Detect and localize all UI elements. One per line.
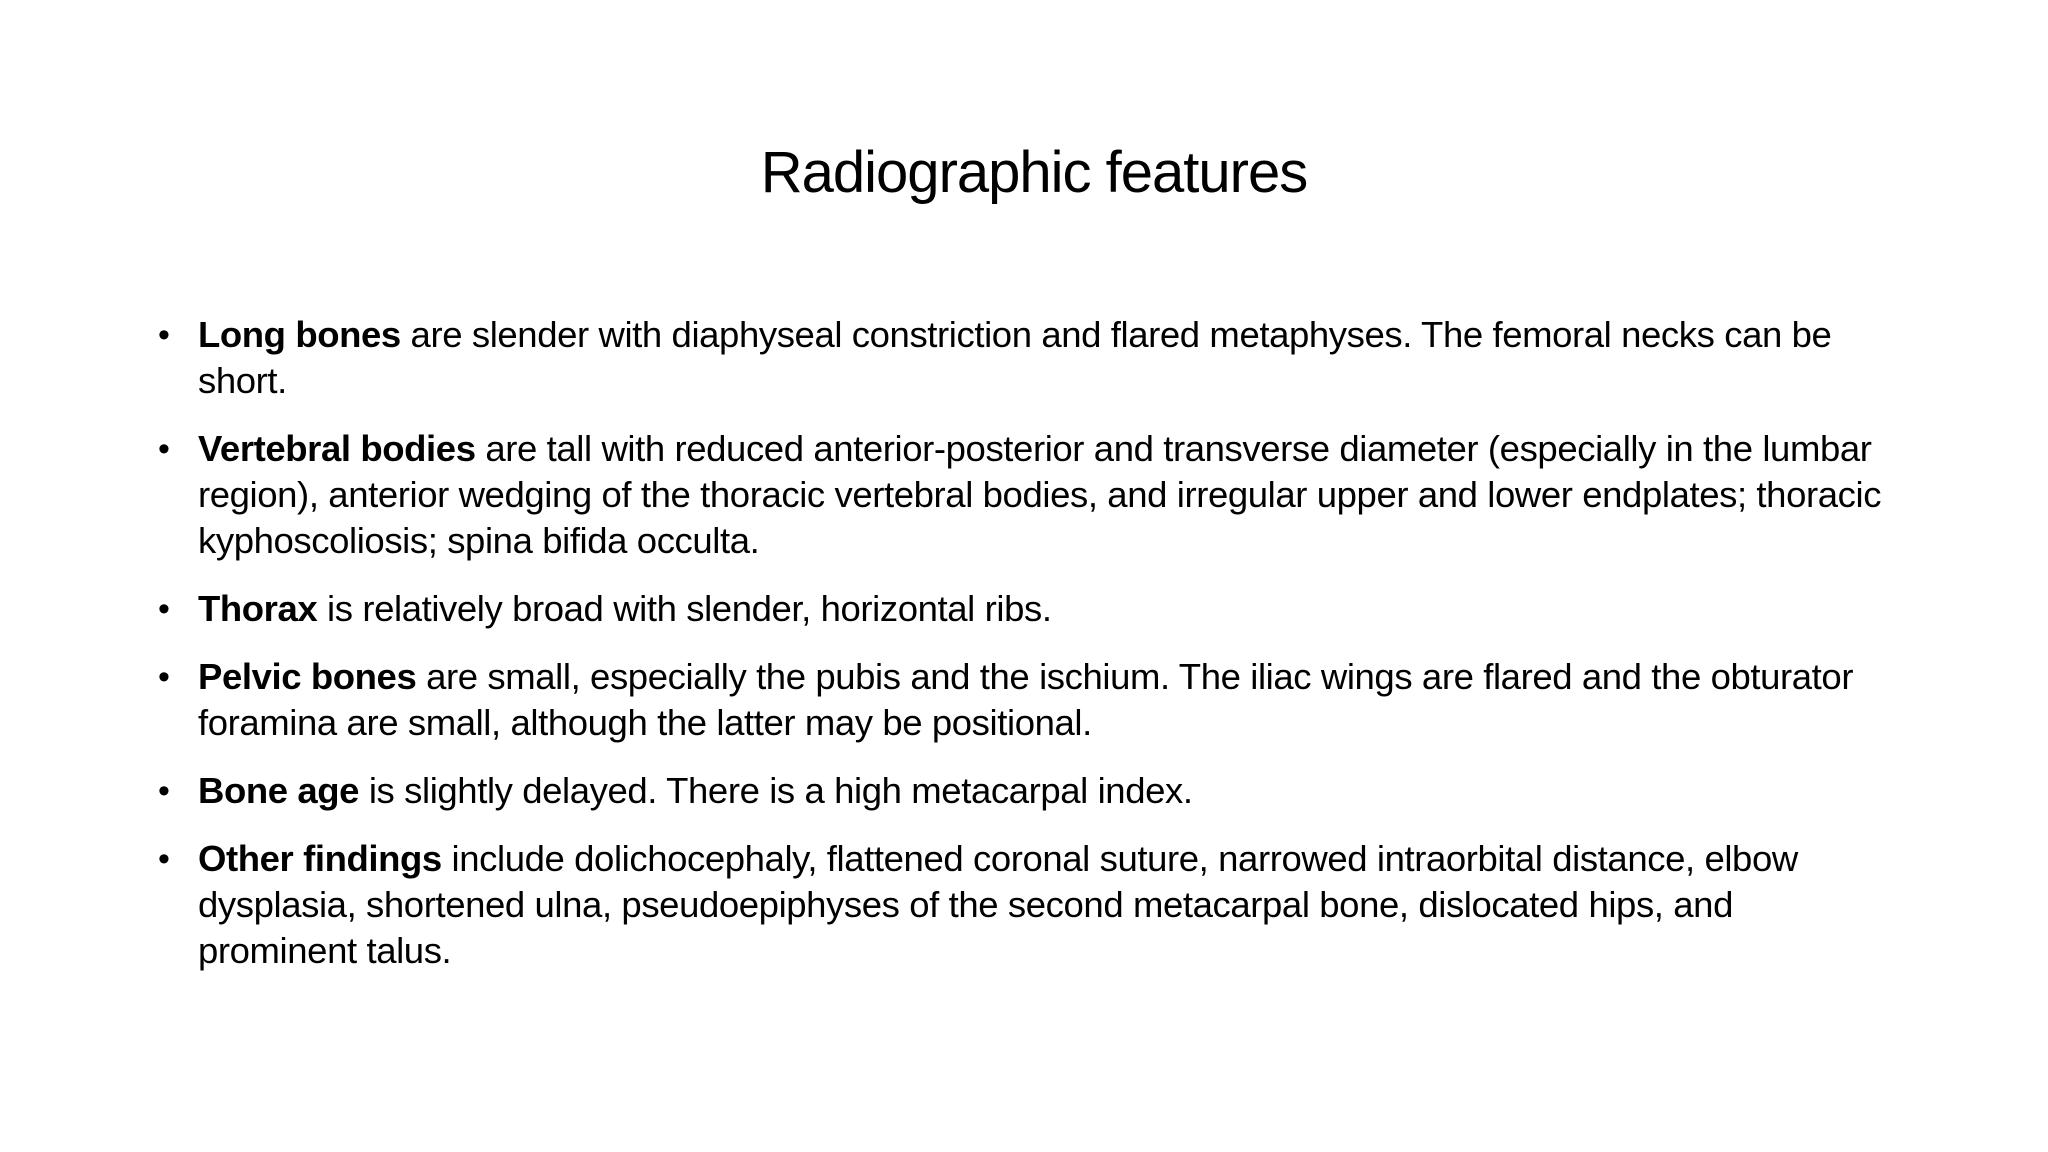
bullet-text: is slightly delayed. There is a high metacarpal index. <box>359 770 1193 811</box>
slide-title: Radiographic features <box>760 140 1308 205</box>
bullet-term: Vertebral bodies <box>198 428 476 469</box>
bullet-text: is relatively broad with slender, horizontal ribs. <box>317 588 1052 629</box>
bullet-term: Long bones <box>198 314 401 355</box>
bullet-item-bone-age <box>140 768 1900 814</box>
bullet-item-long-bones <box>140 312 1900 404</box>
bullet-icon: • <box>158 658 170 696</box>
bullet-item-thorax <box>140 586 1900 632</box>
bullet-icon: • <box>158 772 170 810</box>
bullet-text: are slender with diaphyseal constriction and flared metaphyses. The femoral necks can be short. <box>198 314 1832 401</box>
bullet-term: Bone age <box>198 770 360 811</box>
bullet-term: Thorax <box>198 588 318 629</box>
bullet-item-pelvic-bones <box>140 654 1900 746</box>
bullet-icon: • <box>158 840 170 878</box>
bullet-icon: • <box>158 316 170 354</box>
bullet-icon: • <box>158 590 170 628</box>
bullet-item-vertebral-bodies <box>140 426 1900 564</box>
bullet-text: include dolichocephaly, flattened coronal suture, narrowed intraorbital distance, elbow dysplasia, shortened ulna, pseudoepiphyses of the second metacarpal bone, dislocated hips, and prominent talus. <box>198 838 1798 971</box>
bullet-term: Other findings <box>198 838 442 879</box>
bullet-term: Pelvic bones <box>198 656 417 697</box>
bullet-item-other-findings <box>140 836 1900 974</box>
bullet-list <box>140 312 1900 996</box>
bullet-icon: • <box>158 430 170 468</box>
bullet-text: are tall with reduced anterior-posterior and transverse diameter (especially in the lumbar region), anterior wedging of the thoracic vertebral bodies, and irregular upper and lower endplates; thoracic kyphoscoliosis; spina bifida occulta. <box>198 428 1882 561</box>
bullet-text: are small, especially the pubis and the ischium. The iliac wings are flared and the obturator foramina are small, although the latter may be positional. <box>198 656 1854 743</box>
